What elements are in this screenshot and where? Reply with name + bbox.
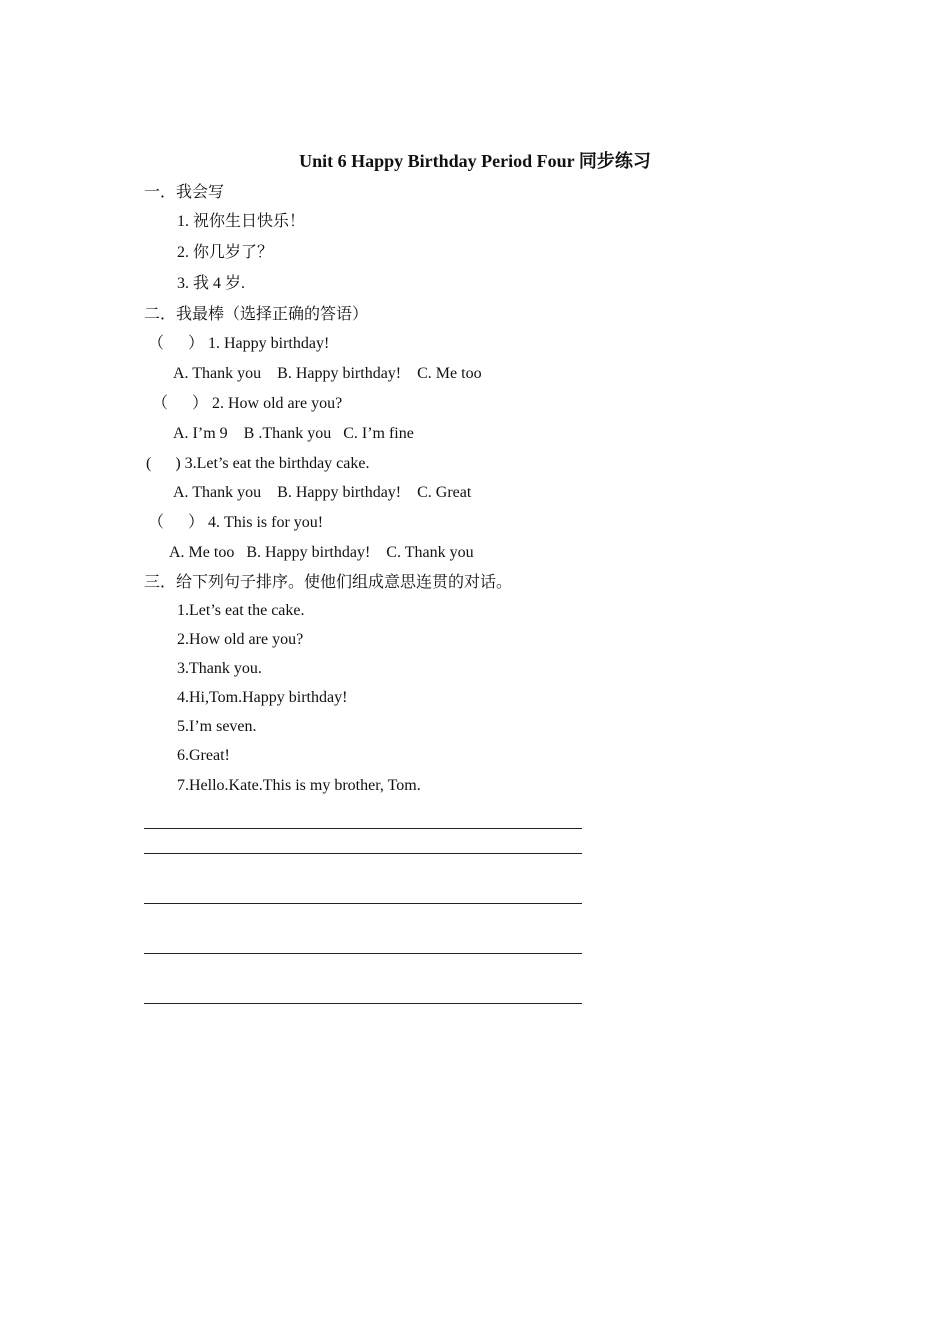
section1-item-3: 3. 我 4 岁. [177,275,246,292]
question-1-options: A. Thank you B. Happy birthday! C. Me too [173,365,482,382]
section3-item-5: 5.I’m seven. [177,718,257,735]
section3-heading: 三．给下列句子排序。使他们组成意思连贯的对话。 [144,574,513,591]
section1-heading: 一．我会写 [144,184,225,201]
question-2: （ ） 2. How old are you? [152,395,343,412]
section3-item-7: 7.Hello.Kate.This is my brother, Tom. [177,777,421,794]
section3-item-2: 2.How old are you? [177,631,304,648]
question-4: （ ） 4. This is for you! [148,514,324,531]
section1-item-2: 2. 你几岁了？ [177,244,274,261]
section3-item-3: 3.Thank you. [177,660,262,677]
question-4-options: A. Me too B. Happy birthday! C. Thank you [169,544,474,561]
answer-line [144,853,582,854]
page-title: Unit 6 Happy Birthday Period Four 同步练习 [299,151,651,171]
answer-line [144,903,582,904]
question-3-options: A. Thank you B. Happy birthday! C. Great [173,484,472,501]
question-2-options: A. I’m 9 B .Thank you C. I’m fine [173,425,414,442]
answer-line [144,828,582,829]
question-1: （ ） 1. Happy birthday! [148,335,330,352]
section1-item-1: 1. 祝你生日快乐！ [177,213,306,230]
section2-heading: 二．我最棒（选择正确的答语） [144,306,369,323]
answer-line [144,953,582,954]
section3-item-1: 1.Let’s eat the cake. [177,602,305,619]
section3-item-6: 6.Great! [177,747,230,764]
answer-line [144,1003,582,1004]
question-3: ( ) 3.Let’s eat the birthday cake. [146,455,370,472]
section3-item-4: 4.Hi,Tom.Happy birthday! [177,689,348,706]
